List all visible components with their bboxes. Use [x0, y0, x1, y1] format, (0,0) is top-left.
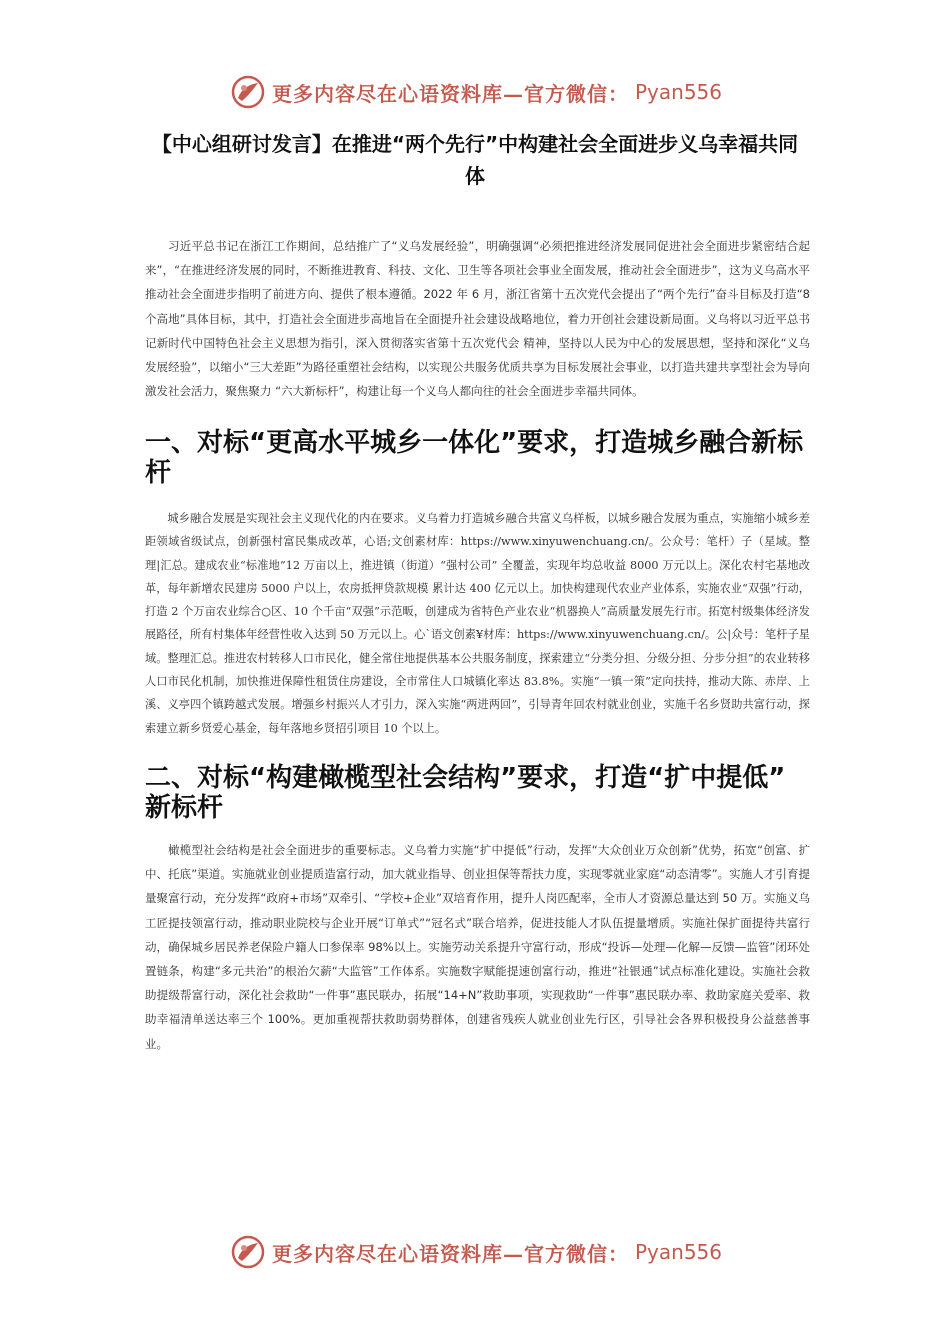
banner-wechat-id: Pyan556 [635, 80, 723, 104]
section-2-heading: 二、对标“构建橄榄型社会结构”要求，打造“扩中提低” 新标杆 [145, 763, 786, 823]
page-title: 【中心组研讨发言】在推进“两个先行”中构建社会全面进步义乌幸福共同体 [151, 132, 799, 188]
intro-paragraph: 习近平总书记在浙江工作期间，总结推广了“义乌发展经验”，明确强调“必须把推进经济发展同促进社会全面进步紧密结合起来”，“在推进经济发展的同时，不断推进教育、科技、文化、卫生等各项社会事业全面发展，推动社会全面进步”，这为义乌高水平推动社会全面进步指明了前进方向、提供了根本遵循。2022 年 6 月，浙江省第十五次党代会提出了“两个先行”奋斗目标及打造“8 个高地”具体目标，其中，打造社会全面进步高地旨在全面提升社会建设战略地位，着力开创社会建设新局面。义乌将以习近平总书记新时代中国特色社会主义思想为指引，深入贯彻落实省第十五次党代会 精神，坚持以人民为中心的发展思想，坚持和深化“义乌发展经验”，以缩小“三大差距”为路径重塑社会结构，以实现公共服务优质共享为目标发展社会事业，以打造共建共享型社会为导向激发社会活力，聚焦聚力 “六大新标杆”，构建让每一个义乌人都向往的社会全面进步幸福共同体。 [145, 239, 810, 399]
banner-text: 更多内容尽在心语资料库—官方微信： [272, 81, 629, 106]
hand-brush-logo-icon [230, 1234, 266, 1270]
header-banner [230, 72, 730, 112]
hand-brush-logo-icon [230, 74, 266, 110]
banner-text: 更多内容尽在心语资料库—官方微信： [272, 1241, 629, 1266]
section-2-paragraph: 橄榄型社会结构是社会全面进步的重要标志。义乌着力实施“扩中提低”行动，发挥“大众创业万众创新”优势，拓宽“创富、扩中、托底”渠道。实施就业创业提质造富行动，加大就业指导、创业担保等帮扶力度，实现零就业家庭“动态清零”。实施人才引育提量聚富行动，充分发挥“政府+市场”双牵引、“学校+企业”双培育作用，提升人岗匹配率，全市人才资源总量达到 50 万。实施义乌工匠提技领富行动，推动职业院校与企业开展“订单式”“冠名式”联合培养，促进技能人才队伍提量增质。实施社保扩面提待共富行动，确保城乡居民养老保险户籍人口参保率 98%以上。实施劳动关系提升守富行动，形成“投诉—处理—化解—反馈—监管”闭环处置链条，构建“多元共治”的根治欠薪“大监管”工作体系。实施数字赋能提速创富行动，推进“社银通”试点标准化建设。实施社会救助提级帮富行动，深化社会救助“一件事”惠民联办，拓展“14+N”救助事项，实现救助“一件事”惠民联办率、救助家庭关爱率、救助幸福清单送达率三个 100%。更加重视帮扶救助弱势群体，创建省残疾人就业创业先行区，引导社会各界积极投身公益慈善事业。 [145, 843, 810, 1051]
banner-wechat-id: Pyan556 [635, 1240, 723, 1264]
section-1-heading: 一、对标“更高水平城乡一体化”要求，打造城乡融合新标杆 [145, 428, 804, 488]
section-1-paragraph: 城乡融合发展是实现社会主义现代化的内在要求。义乌着力打造城乡融合共富义乌样板，以城乡融合发展为重点，实施缩小城乡差距领域省级试点，创新强村富民集成改革，心语;文创素材库：https://www.xinyuwenchuang.cn/。公众号：笔杆）子（星域。整理|汇总。建成农业“标准地”12 万亩以上，推进镇（街道）“强村公司” 全覆盖，实现年均总收益 8000 万元以上。深化农村宅基地改革，每年新增农民建房 5000 户以上，农房抵押贷款规模 累计达 400 亿元以上。加快构建现代农业产业体系，实施农业“双强”行动，打造 2 个万亩农业综合○区、10 个千亩“双强”示范畈，创建成为省特色产业农业“机器换人”高质量发展先行市。拓宽村级集体经济发展路径，所有村集体年经营性收入达到 50 万元以上。心`语文创素¥材库：https://www.xinyuwenchuang.cn/。公|众号：笔杆子星域。整理汇总。推进农村转移人口市民化，健全常住地提供基本公共服务制度，探索建立“分类分担、分级分担、分步分担”的农业转移人口市民化机制，加快推进保障性租赁住房建设，全市常住人口城镇化率达 83.8%。实施“一镇一策”定向扶持，推动大陈、赤岸、上溪、义亭四个镇跨越式发展。增强乡村振兴人才引力，深入实施“两进两回”，引导青年回农村就业创业，实施千名乡贤助共富行动，探索建立新乡贤爱心基金，每年落地乡贤招引项目 10 个以上。 [145, 512, 810, 735]
footer-banner [230, 1232, 730, 1272]
